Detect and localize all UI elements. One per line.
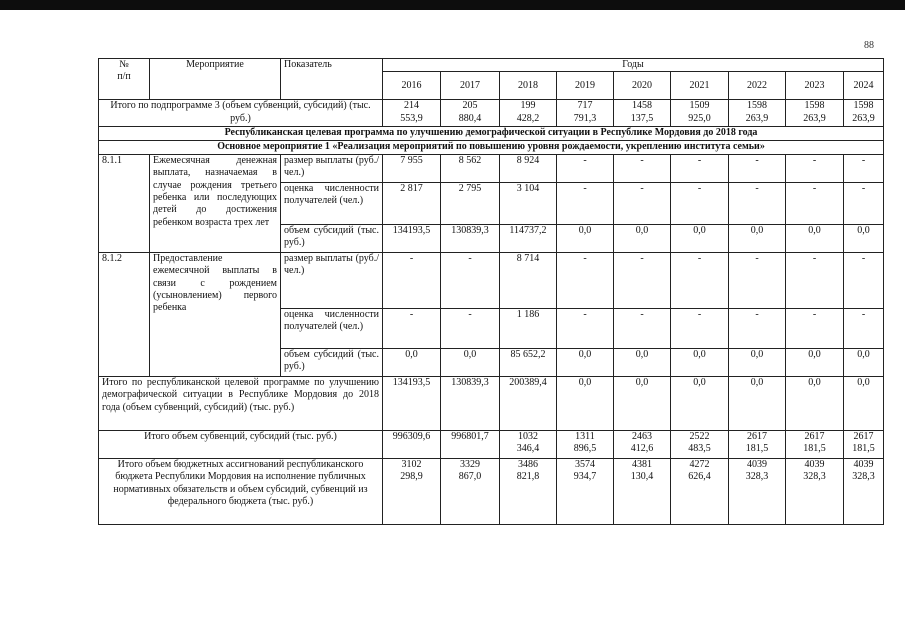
total-budget-label: Итого объем бюджетных ассигнований республиканского бюджета Республики Мордовия на исполнение публичных нормативных обязательств и объем субсидий, субвенций из федерального бюджета (тыс. руб.): [99, 458, 383, 524]
value-cell: -: [786, 308, 844, 348]
value-cell: 0,0: [729, 224, 786, 252]
value-cell: 0,0: [729, 348, 786, 376]
value-cell: -: [729, 308, 786, 348]
value-cell: -: [844, 252, 884, 308]
value-cell: 8 714: [500, 252, 557, 308]
value-cell: 85 652,2: [500, 348, 557, 376]
value-cell: 0,0: [671, 348, 729, 376]
value-cell: 0,0: [557, 224, 614, 252]
value-cell: 0,0: [844, 348, 884, 376]
value-cell: -: [671, 182, 729, 224]
value-cell: -: [844, 308, 884, 348]
value-cell: 0,0: [786, 224, 844, 252]
budget-table: [98, 58, 884, 525]
total-subprogram-3-label: Итого по подпрограмме 3 (объем субвенций, субсидий) (тыс. руб.): [99, 100, 383, 127]
value-cell: -: [614, 182, 671, 224]
value-cell: -: [786, 154, 844, 182]
row-program-title: [99, 127, 884, 141]
value-cell: -: [557, 252, 614, 308]
value-cell: 2463 412,6: [614, 430, 671, 458]
header-event: Мероприятие: [150, 59, 281, 100]
value-cell: 0,0: [786, 348, 844, 376]
value-cell: 0,0: [786, 376, 844, 430]
value-cell: -: [729, 154, 786, 182]
indicator-8-1-1-payment: размер выплаты (руб./ чел.): [281, 154, 383, 182]
main-event-title: Основное мероприятие 1 «Реализация мероприятий по повышению уровня рождаемости, укреплению института семьи»: [99, 141, 884, 154]
value-cell: 0,0: [729, 376, 786, 430]
indicator-8-1-2-recipients: оценка численности получателей (чел.): [281, 308, 383, 348]
page-number: 88: [864, 40, 874, 51]
value-cell: -: [614, 252, 671, 308]
indicator-8-1-2-subsidies: объем субсидий (тыс. руб.): [281, 348, 383, 376]
indicator-8-1-2-payment: размер выплаты (руб./ чел.): [281, 252, 383, 308]
row-total-program: [99, 376, 884, 430]
value-cell: 1598 263,9: [844, 100, 884, 127]
value-cell: 4039 328,3: [729, 458, 786, 524]
row-8-1-2-payment: [99, 252, 884, 308]
event-8-1-2: Предоставление ежемесячной выплаты в связи с рождением (усыновлением) первого ребенка: [150, 252, 281, 376]
value-cell: -: [844, 182, 884, 224]
year-header-2024: 2024: [844, 72, 884, 100]
value-cell: 2 795: [441, 182, 500, 224]
header-indicator: Показатель: [281, 59, 383, 100]
value-cell: 1458 137,5: [614, 100, 671, 127]
value-cell: -: [557, 182, 614, 224]
value-cell: 4381 130,4: [614, 458, 671, 524]
year-header-2019: 2019: [557, 72, 614, 100]
value-cell: -: [786, 182, 844, 224]
value-cell: 134193,5: [383, 376, 441, 430]
value-cell: 130839,3: [441, 376, 500, 430]
value-cell: 0,0: [441, 348, 500, 376]
value-cell: 8 924: [500, 154, 557, 182]
value-cell: 996801,7: [441, 430, 500, 458]
value-cell: 7 955: [383, 154, 441, 182]
value-cell: 200389,4: [500, 376, 557, 430]
value-cell: 130839,3: [441, 224, 500, 252]
value-cell: -: [671, 252, 729, 308]
value-cell: 0,0: [671, 376, 729, 430]
value-cell: -: [729, 182, 786, 224]
value-cell: 1509 925,0: [671, 100, 729, 127]
value-cell: 134193,5: [383, 224, 441, 252]
value-cell: 205 880,4: [441, 100, 500, 127]
value-cell: 0,0: [557, 348, 614, 376]
value-cell: 114737,2: [500, 224, 557, 252]
indicator-8-1-1-subsidies: объем субсидий (тыс. руб.): [281, 224, 383, 252]
value-cell: 0,0: [614, 376, 671, 430]
value-cell: 1 186: [500, 308, 557, 348]
year-header-2018: 2018: [500, 72, 557, 100]
value-cell: 0,0: [383, 348, 441, 376]
value-cell: 4039 328,3: [786, 458, 844, 524]
indicator-8-1-1-recipients: оценка численности получателей (чел.): [281, 182, 383, 224]
value-cell: 4272 626,4: [671, 458, 729, 524]
value-cell: 3486 821,8: [500, 458, 557, 524]
row-total-subventions: [99, 430, 884, 458]
value-cell: -: [441, 308, 500, 348]
year-header-2020: 2020: [614, 72, 671, 100]
year-header-2016: 2016: [383, 72, 441, 100]
year-header-2022: 2022: [729, 72, 786, 100]
value-cell: -: [557, 154, 614, 182]
event-8-1-1: Ежемесячная денежная выплата, назначаемая в случае рождения третьего ребенка или последующих детей до достижения ребенком возраста трех лет: [150, 154, 281, 252]
value-cell: -: [786, 252, 844, 308]
year-header-2023: 2023: [786, 72, 844, 100]
value-cell: 2617 181,5: [844, 430, 884, 458]
row-main-event-title: [99, 141, 884, 154]
value-cell: 3329 867,0: [441, 458, 500, 524]
value-cell: 2522 483,5: [671, 430, 729, 458]
value-cell: 3 104: [500, 182, 557, 224]
value-cell: 0,0: [614, 224, 671, 252]
value-cell: -: [383, 308, 441, 348]
value-cell: 0,0: [671, 224, 729, 252]
row-total-budget: [99, 458, 884, 524]
total-program-label: Итого по республиканской целевой программе по улучшению демографической ситуации в Республике Мордовия до 2018 года (объем субвенций, субсидий) (тыс. руб.): [99, 376, 383, 430]
value-cell: 0,0: [614, 348, 671, 376]
value-cell: -: [671, 154, 729, 182]
value-cell: 0,0: [844, 376, 884, 430]
value-cell: 1032 346,4: [500, 430, 557, 458]
value-cell: -: [729, 252, 786, 308]
value-cell: -: [844, 154, 884, 182]
value-cell: -: [383, 252, 441, 308]
row-total-subprogram-3: [99, 100, 884, 127]
row-8-1-1-payment: [99, 154, 884, 182]
value-cell: 214 553,9: [383, 100, 441, 127]
header-years-title: Годы: [383, 59, 884, 72]
value-cell: 0,0: [557, 376, 614, 430]
value-cell: 996309,6: [383, 430, 441, 458]
scan-top-border: [0, 0, 905, 10]
value-cell: 3102 298,9: [383, 458, 441, 524]
value-cell: 3574 934,7: [557, 458, 614, 524]
value-cell: -: [441, 252, 500, 308]
header-row: [99, 59, 884, 72]
program-title: Республиканская целевая программа по улучшению демографической ситуации в Республике Мордовия до 2018 года: [99, 127, 884, 141]
value-cell: -: [557, 308, 614, 348]
value-cell: -: [614, 308, 671, 348]
total-subventions-label: Итого объем субвенций, субсидий (тыс. руб.): [99, 430, 383, 458]
value-cell: 717 791,3: [557, 100, 614, 127]
num-8-1-1: 8.1.1: [99, 154, 150, 252]
value-cell: 1311 896,5: [557, 430, 614, 458]
value-cell: 199 428,2: [500, 100, 557, 127]
year-header-2021: 2021: [671, 72, 729, 100]
value-cell: 2617 181,5: [729, 430, 786, 458]
value-cell: -: [614, 154, 671, 182]
value-cell: 2617 181,5: [786, 430, 844, 458]
value-cell: 2 817: [383, 182, 441, 224]
value-cell: 4039 328,3: [844, 458, 884, 524]
value-cell: 1598 263,9: [729, 100, 786, 127]
value-cell: 8 562: [441, 154, 500, 182]
value-cell: -: [671, 308, 729, 348]
value-cell: 1598 263,9: [786, 100, 844, 127]
year-header-2017: 2017: [441, 72, 500, 100]
num-8-1-2: 8.1.2: [99, 252, 150, 376]
value-cell: 0,0: [844, 224, 884, 252]
header-num: № п/п: [99, 59, 150, 100]
